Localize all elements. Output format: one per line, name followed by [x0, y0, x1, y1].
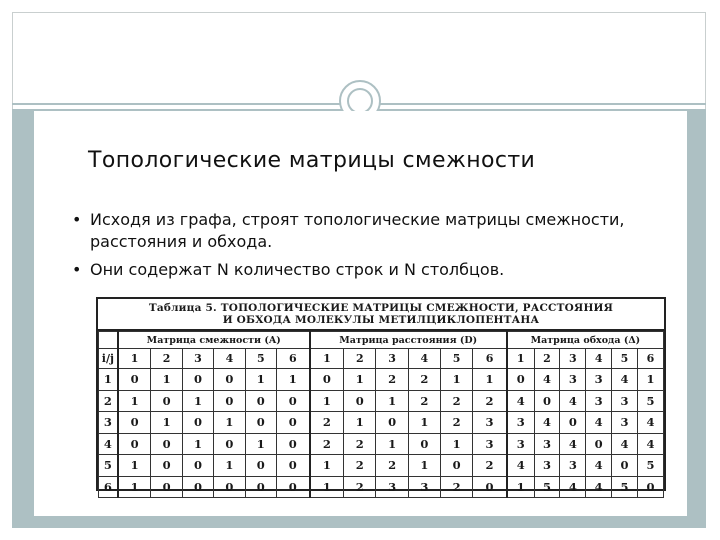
table-row [99, 433, 664, 455]
matrix-cell: 3 [612, 390, 638, 412]
table-row [99, 369, 664, 391]
matrix-cell: 0 [440, 455, 472, 477]
column-index-header: 4 [214, 349, 245, 369]
column-index-row [99, 349, 664, 369]
matrix-cell: 1 [310, 390, 344, 412]
matrix-cell: 4 [534, 412, 560, 434]
column-index-header: 6 [637, 349, 663, 369]
matrix-cell: 2 [408, 390, 440, 412]
matrix-cell: 1 [408, 412, 440, 434]
matrix-cell: 1 [118, 390, 151, 412]
matrix-cell: 5 [637, 455, 663, 477]
column-index-header: 6 [473, 349, 507, 369]
matrix-cell: 0 [151, 455, 182, 477]
matrix-cell: 1 [376, 390, 408, 412]
table-caption-line: Таблица 5. ТОПОЛОГИЧЕСКИЕ МАТРИЦЫ СМЕЖНОСТИ, РАССТОЯНИЯ [148, 302, 614, 314]
matrix-cell: 0 [245, 390, 276, 412]
matrix-cell: 0 [118, 369, 151, 391]
row-index-cell: 4 [99, 433, 118, 455]
group-header-traversal: Матрица обхода (Δ) [507, 332, 664, 349]
matrix-cell: 5 [637, 390, 663, 412]
matrix-cell: 0 [534, 390, 560, 412]
matrix-cell: 2 [440, 476, 472, 498]
column-index-header: 4 [586, 349, 612, 369]
matrix-cell: 2 [310, 412, 344, 434]
matrix-cell: 0 [376, 412, 408, 434]
matrix-cell: 0 [182, 412, 213, 434]
matrix-cell: 0 [408, 433, 440, 455]
column-index-header: 2 [534, 349, 560, 369]
matrix-cell: 2 [344, 455, 376, 477]
matrix-cell: 0 [507, 369, 534, 391]
matrix-cell: 0 [276, 476, 309, 498]
column-index-header: 1 [507, 349, 534, 369]
matrix-cell: 0 [276, 390, 309, 412]
column-index-header: 6 [276, 349, 309, 369]
column-index-header: 5 [245, 349, 276, 369]
matrix-cell: 0 [118, 412, 151, 434]
matrix-cell: 0 [182, 455, 213, 477]
table-caption-line: И ОБХОДА МОЛЕКУЛЫ МЕТИЛЦИКЛОПЕНТАНА [222, 314, 540, 326]
row-index-cell: 5 [99, 455, 118, 477]
matrix-cell: 0 [245, 455, 276, 477]
matrix-cell: 1 [151, 412, 182, 434]
matrix-cell: 0 [586, 433, 612, 455]
matrix-cell: 4 [560, 476, 586, 498]
matrix-cell: 0 [214, 476, 245, 498]
matrix-cell: 3 [507, 433, 534, 455]
matrix-cell: 2 [376, 455, 408, 477]
matrix-cell: 1 [245, 433, 276, 455]
matrix-cell: 0 [560, 412, 586, 434]
bullet-text: Они содержат N количество строк и N столбцов. [90, 260, 505, 279]
matrix-cell: 0 [245, 476, 276, 498]
matrix-cell: 4 [507, 390, 534, 412]
bullet-icon: • [72, 210, 82, 229]
matrix-cell: 4 [637, 433, 663, 455]
matrix-cell: 3 [473, 433, 507, 455]
table-row [99, 412, 664, 434]
matrix-cell: 1 [151, 369, 182, 391]
matrix-cell: 1 [637, 369, 663, 391]
matrix-cell: 3 [473, 412, 507, 434]
matrix-cell: 0 [276, 433, 309, 455]
row-index-cell: 6 [99, 476, 118, 498]
matrix-cell: 0 [245, 412, 276, 434]
matrix-cell: 1 [440, 433, 472, 455]
matrix-cell: 1 [344, 412, 376, 434]
matrix-cell: 2 [344, 433, 376, 455]
matrix-cell: 4 [586, 476, 612, 498]
matrix-cell: 4 [534, 369, 560, 391]
matrix-cell: 3 [408, 476, 440, 498]
matrix-cell: 1 [440, 369, 472, 391]
matrix-cell: 1 [408, 455, 440, 477]
corner-label: i/j [99, 349, 118, 369]
matrix-cell: 3 [586, 369, 612, 391]
matrix-cell: 0 [276, 412, 309, 434]
matrix-cell: 0 [276, 455, 309, 477]
column-index-header: 2 [151, 349, 182, 369]
column-index-header: 2 [344, 349, 376, 369]
matrix-cell: 5 [612, 476, 638, 498]
matrix-cell: 2 [440, 390, 472, 412]
matrix-cell: 0 [310, 369, 344, 391]
matrix-cell: 1 [310, 455, 344, 477]
matrix-cell: 1 [118, 455, 151, 477]
column-index-header: 1 [118, 349, 151, 369]
matrix-cell: 1 [182, 433, 213, 455]
matrix-cell: 0 [637, 476, 663, 498]
matrix-cell: 4 [612, 369, 638, 391]
matrix-cell: 1 [507, 476, 534, 498]
matrix-cell: 1 [310, 476, 344, 498]
matrix-cell: 2 [376, 369, 408, 391]
column-index-header: 5 [612, 349, 638, 369]
matrix-cell: 2 [310, 433, 344, 455]
table-row [99, 476, 664, 498]
table-caption [98, 299, 664, 331]
matrix-body [99, 369, 664, 498]
bullet-item [70, 259, 670, 281]
column-index-header: 4 [408, 349, 440, 369]
matrix-cell: 1 [344, 369, 376, 391]
matrix-cell: 1 [376, 433, 408, 455]
column-index-header: 1 [310, 349, 344, 369]
matrix-cell: 3 [612, 412, 638, 434]
matrix-cell: 0 [214, 433, 245, 455]
matrix-cell: 0 [182, 369, 213, 391]
bullet-text: Исходя из графа, строят топологические матрицы смежности, расстояния и обхода. [90, 210, 625, 251]
matrix-cell: 0 [612, 455, 638, 477]
matrix-cell: 0 [151, 433, 182, 455]
bullet-list [70, 209, 670, 287]
table-row [99, 390, 664, 412]
matrix-cell: 1 [214, 455, 245, 477]
group-header-distance: Матрица расстояния (D) [310, 332, 507, 349]
matrix-cell: 0 [118, 433, 151, 455]
matrix-cell: 3 [560, 369, 586, 391]
matrix-cell: 1 [276, 369, 309, 391]
matrix-cell: 0 [344, 390, 376, 412]
matrix-cell: 0 [151, 390, 182, 412]
slide-title: Топологические матрицы смежности [88, 148, 536, 173]
slide-content [34, 111, 687, 516]
row-index-cell: 3 [99, 412, 118, 434]
matrix-cell: 4 [560, 433, 586, 455]
matrix-cell: 4 [612, 433, 638, 455]
matrix-cell: 2 [408, 369, 440, 391]
matrix-cell: 5 [534, 476, 560, 498]
matrix-cell: 3 [534, 455, 560, 477]
matrix-cell: 0 [182, 476, 213, 498]
bullet-icon: • [72, 260, 82, 279]
matrix-cell: 4 [560, 390, 586, 412]
matrix-cell: 0 [473, 476, 507, 498]
row-index-cell: 1 [99, 369, 118, 391]
row-index-cell: 2 [99, 390, 118, 412]
matrix-cell: 2 [473, 455, 507, 477]
table-row [99, 455, 664, 477]
column-index-header: 3 [182, 349, 213, 369]
column-index-header: 5 [440, 349, 472, 369]
matrix-cell: 3 [376, 476, 408, 498]
column-index-header: 3 [376, 349, 408, 369]
matrix-cell: 1 [245, 369, 276, 391]
matrix-cell: 4 [586, 455, 612, 477]
matrix-table [98, 331, 664, 498]
matrix-cell: 3 [507, 412, 534, 434]
matrix-cell: 4 [637, 412, 663, 434]
matrix-cell: 2 [344, 476, 376, 498]
matrix-cell: 0 [151, 476, 182, 498]
matrix-cell: 0 [214, 390, 245, 412]
matrix-cell: 2 [440, 412, 472, 434]
matrix-table-image [96, 297, 666, 494]
matrix-cell: 1 [118, 476, 151, 498]
bullet-item [70, 209, 670, 253]
matrix-cell: 4 [507, 455, 534, 477]
matrix-cell: 0 [214, 369, 245, 391]
matrix-cell: 3 [534, 433, 560, 455]
corner-header-empty [99, 332, 118, 349]
column-index-header: 3 [560, 349, 586, 369]
group-header-adjacency: Матрица смежности (A) [118, 332, 310, 349]
matrix-cell: 3 [560, 455, 586, 477]
matrix-cell: 1 [473, 369, 507, 391]
matrix-cell: 1 [214, 412, 245, 434]
matrix-cell: 4 [586, 412, 612, 434]
matrix-cell: 3 [586, 390, 612, 412]
matrix-cell: 2 [473, 390, 507, 412]
matrix-cell: 1 [182, 390, 213, 412]
